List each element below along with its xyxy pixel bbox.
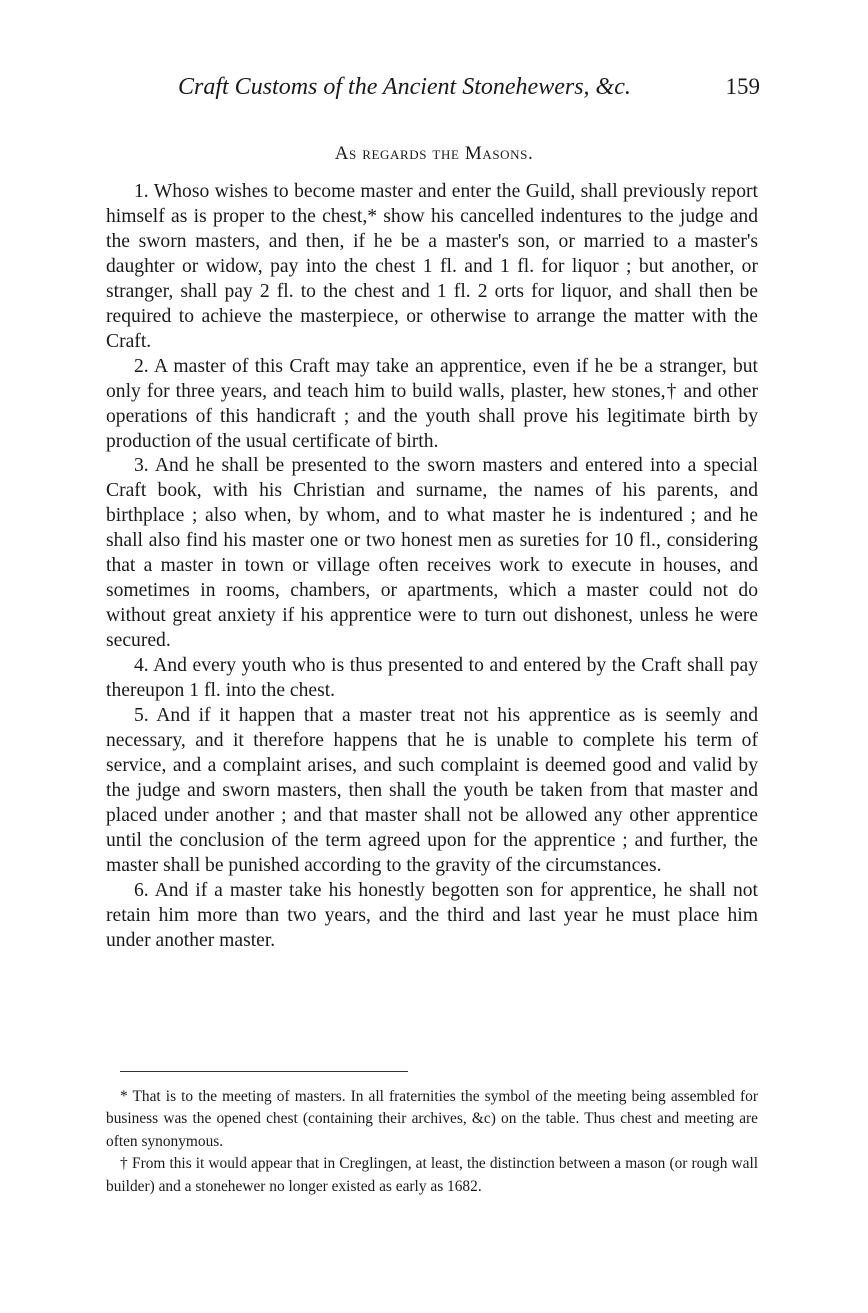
paragraph-4: 4. And every youth who is thus presented to and entered by the Craft shall pay thereupon 1 fl. into the chest. xyxy=(106,655,758,702)
running-title: Craft Customs of the Ancient Stonehewers, &c. xyxy=(178,74,631,100)
footnote-rule xyxy=(120,1071,408,1072)
paragraph-2: 2. A master of this Craft may take an apprentice, even if he be a stranger, but only for three years, and teach him to build walls, plaster, hew stones,† and other operations of this handicraft ; and the youth shall prove his legitimate birth by production of the usual certificate of birth. xyxy=(106,355,758,452)
running-head xyxy=(110,72,760,108)
paragraph-5: 5. And if it happen that a master treat not his apprentice as is seemly and necessary, and it therefore happens that he is unable to complete his term of service, and a complaint arises, and such complaint is deemed good and valid by the judge and sworn masters, then shall the youth be taken from that master and placed under another ; and that master shall not be allowed any other apprentice until the conclusion of the term agreed upon for the apprentice ; and further, the master shall be punished according to the gravity of the circumstances. xyxy=(106,705,758,876)
footnote-2: † From this it would appear that in Creglingen, at least, the distinction between a mason (or rough wall builder) and a stonehewer no longer existed as early as 1682. xyxy=(106,1155,758,1195)
paragraph-1: 1. Whoso wishes to become master and enter the Guild, shall previously report himself as is proper to the chest,* show his cancelled indentures to the judge and the sworn masters, and then, if he be a master's son, or married to a master's daughter or widow, pay into the chest 1 fl. and 1 fl. for liquor ; but another, or stranger, shall pay 2 fl. to the chest and 1 fl. 2 orts for liquor, and shall then be required to achieve the masterpiece, or otherwise to arrange the matter with the Craft. xyxy=(106,181,758,352)
footnote-1: * That is to the meeting of masters. In all fraternities the symbol of the meeting being assembled for business was the opened chest (containing their archives, &c) on the table. Thus chest and meeting are often synonymous. xyxy=(106,1088,758,1150)
paragraph-6: 6. And if a master take his honestly begotten son for apprentice, he shall not retain him more than two years, and the third and last year he must place him under another master. xyxy=(106,879,758,951)
section-heading: As regards the Masons. xyxy=(334,143,534,164)
footnotes xyxy=(106,1086,758,1198)
page-number: 159 xyxy=(725,74,760,99)
paragraph-3: 3. And he shall be presented to the sworn masters and entered into a special Craft book, with his Christian and surname, the names of his parents, and birthplace ; also when, by whom, and to what master he is indentured ; and he shall also find his master one or two honest men as sureties for 10 fl., considering that a master in town or village often receives work to execute in houses, and sometimes in rooms, chambers, or apartments, which a master could not do without great anxiety if his apprentice were to turn out dishonest, unless he were secured. xyxy=(106,455,758,652)
body-text xyxy=(106,180,758,954)
